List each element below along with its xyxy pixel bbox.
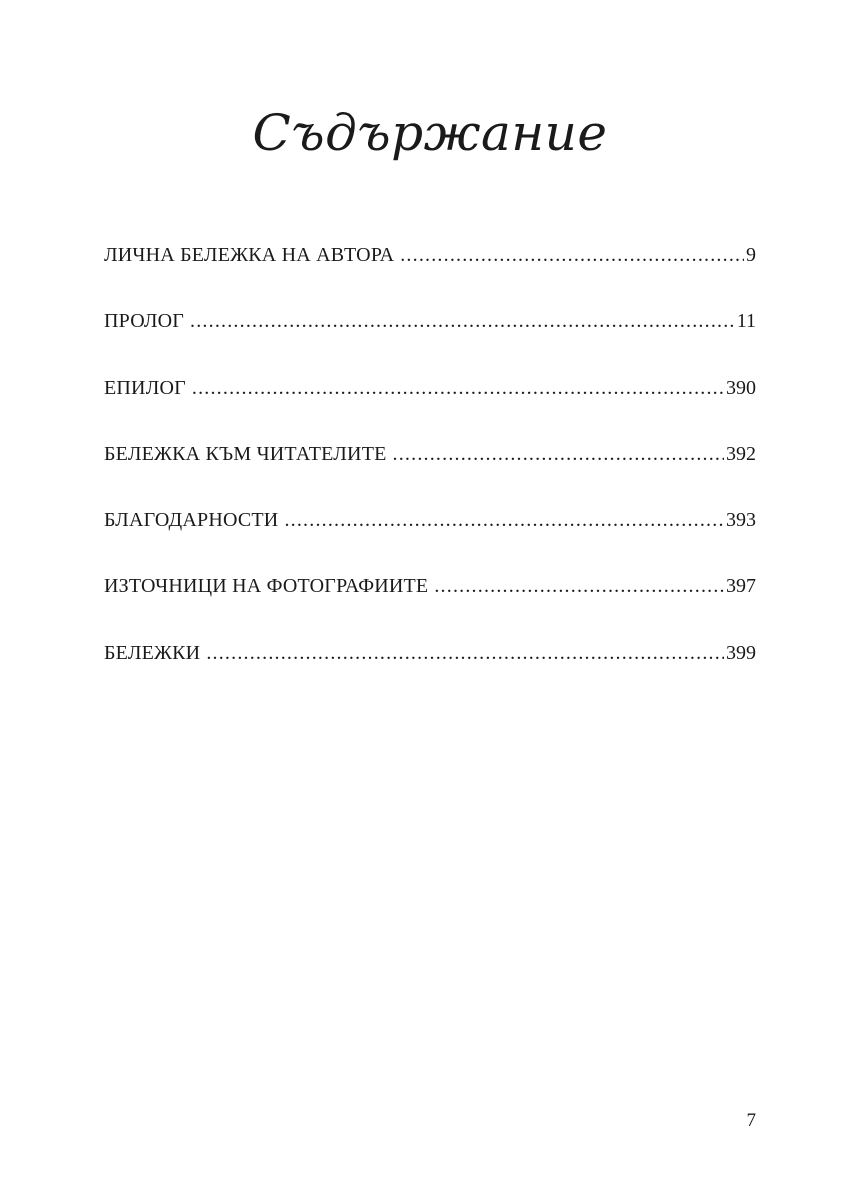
toc-entry-label: ИЗТОЧНИЦИ НА ФОТОГРАФИИТЕ xyxy=(104,575,429,598)
toc-dot-leader xyxy=(284,505,724,535)
toc-entry-label: БЕЛЕЖКИ xyxy=(104,641,201,664)
table-of-contents xyxy=(104,240,756,704)
toc-entry[interactable] xyxy=(104,505,756,571)
toc-entry-label: БЛАГОДАРНОСТИ xyxy=(104,509,279,532)
toc-entry[interactable] xyxy=(104,571,756,637)
toc-dot-leader xyxy=(434,571,724,601)
toc-entry-page: 393 xyxy=(726,509,756,532)
toc-entry-page: 397 xyxy=(726,575,756,598)
toc-entry[interactable] xyxy=(104,638,756,704)
toc-entry[interactable] xyxy=(104,439,756,505)
toc-dot-leader xyxy=(190,306,735,336)
toc-entry-page: 399 xyxy=(726,641,756,664)
toc-entry[interactable] xyxy=(104,306,756,372)
toc-dot-leader xyxy=(206,638,724,668)
page-number: 7 xyxy=(746,1110,756,1131)
toc-entry-page: 392 xyxy=(726,442,756,465)
toc-entry-page: 390 xyxy=(726,376,756,399)
toc-dot-leader xyxy=(400,240,744,270)
toc-entry-label: ЕПИЛОГ xyxy=(104,376,186,399)
page-title: Съдържание xyxy=(252,104,608,162)
toc-dot-leader xyxy=(393,439,724,469)
toc-dot-leader xyxy=(192,373,724,403)
toc-entry[interactable] xyxy=(104,373,756,439)
toc-entry-page: 11 xyxy=(736,310,756,333)
toc-entry-label: БЕЛЕЖКА КЪМ ЧИТАТЕЛИТЕ xyxy=(104,442,387,465)
toc-entry-page: 9 xyxy=(746,244,756,266)
toc-entry-label: ПРОЛОГ xyxy=(104,310,185,333)
toc-entry[interactable] xyxy=(104,240,756,306)
toc-entry-label: ЛИЧНА БЕЛЕЖКА НА АВТОРА xyxy=(104,244,395,266)
